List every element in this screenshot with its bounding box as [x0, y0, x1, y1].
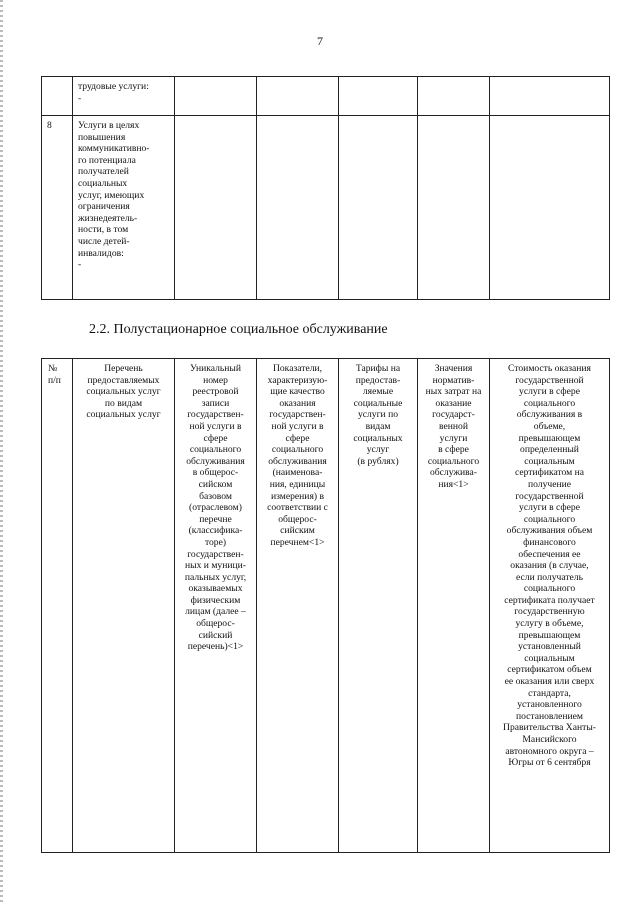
text-line: сийским [280, 525, 315, 537]
text-line: превышающем [518, 629, 581, 641]
text-line: по видам [104, 397, 143, 409]
text-line: ных затрат на [425, 386, 482, 398]
text-line: государствен- [187, 548, 244, 560]
text-line: социального [523, 583, 576, 595]
text-line: числе детей- [78, 235, 130, 247]
empty-cell [175, 77, 257, 116]
text-line: социальных услуг [86, 386, 161, 398]
text-line: сфере [285, 432, 310, 444]
header-normative-costs [418, 359, 490, 853]
text-line: торе) [204, 536, 227, 548]
empty-cell [339, 116, 418, 300]
text-line: трудовые услуги: [78, 81, 149, 92]
section-heading: 2.2. Полустационарное социальное обслуживание [89, 322, 388, 337]
text-line: перечень)<1> [187, 641, 244, 653]
text-line: (классифика- [188, 525, 243, 537]
text-line: установленного [517, 699, 582, 711]
text-line: видам [365, 420, 391, 432]
text-line: общерос- [278, 513, 317, 525]
text-line: норматив- [432, 374, 475, 386]
text-line: (в рублях) [357, 455, 399, 467]
text-line: получение [528, 478, 571, 490]
text-line: объеме, [533, 420, 566, 432]
text-line: постановлением [516, 710, 583, 722]
text-line: сфере [203, 432, 228, 444]
text-line: услугу в объеме, [515, 618, 584, 630]
text-line: социального [271, 444, 324, 456]
text-line: Показатели, [272, 363, 323, 374]
text-line: оказания (в случае, [510, 560, 589, 572]
text-line: социальных [78, 177, 128, 189]
service-name-lines [78, 120, 169, 271]
text-line: физическим [190, 594, 241, 606]
text-line: услуги в сфере [519, 386, 580, 398]
text-line: инвалидов: [78, 247, 124, 259]
empty-cell [418, 77, 490, 116]
semi-stationary-services-table [41, 358, 610, 853]
text-line: Югры от 6 сентября [508, 757, 591, 769]
text-line: - [78, 92, 82, 104]
table-header-row [42, 359, 610, 853]
text-line: базовом [199, 490, 232, 502]
text-line: социальным [524, 652, 575, 664]
scan-edge [0, 0, 3, 905]
service-name-cell [73, 116, 175, 300]
text-line: повышения [78, 131, 126, 143]
text-line: - [78, 259, 82, 271]
text-line: услуги по [357, 409, 399, 421]
text-line: социального [427, 455, 480, 467]
text-line: Стоимость оказания [508, 363, 591, 374]
text-line: получателей [78, 166, 129, 178]
text-line: государственную [514, 606, 585, 618]
text-line: характеризую- [267, 374, 328, 386]
text-line: государствен- [187, 409, 244, 421]
text-line: сийский [198, 629, 233, 641]
text-line: обслуживания [186, 455, 245, 467]
text-line: ляемые [362, 386, 394, 398]
text-line: Значения [434, 363, 473, 374]
text-line: социального [189, 444, 242, 456]
service-name-lines [78, 81, 169, 104]
text-line: финансового [523, 536, 576, 548]
text-line: государствен- [269, 409, 326, 421]
text-line: номер [203, 374, 228, 386]
text-line: обслуживания [268, 455, 327, 467]
text-line: № [48, 363, 58, 374]
empty-cell [490, 116, 610, 300]
service-name-cell [73, 77, 175, 116]
text-line: общерос- [196, 618, 235, 630]
table-row [42, 77, 610, 116]
text-line: социальных [353, 432, 403, 444]
text-line: го потенциала [78, 154, 136, 166]
text-line: предостав- [355, 374, 401, 386]
text-line: венной [439, 420, 468, 432]
services-table-continued [41, 76, 610, 300]
text-line: п/п [48, 374, 61, 386]
text-line: услуги [439, 432, 468, 444]
text-line: автономного округа – [505, 745, 594, 757]
row-number-cell [42, 77, 73, 116]
text-line: перечнем<1> [270, 536, 325, 548]
text-line: ной услуги в [271, 420, 324, 432]
text-line: сертификатом объем [507, 664, 592, 676]
text-line: оказываемых [188, 583, 243, 595]
text-line: сийском [198, 478, 233, 490]
header-registry-number [175, 359, 257, 853]
text-line: ной услуги в [189, 420, 242, 432]
text-line: (отраслевом) [189, 502, 242, 514]
empty-cell [175, 116, 257, 300]
header-tariffs [339, 359, 418, 853]
page-number: 7 [317, 34, 323, 48]
text-line: сертификата получает [504, 594, 595, 606]
text-line: (наименова- [272, 467, 323, 479]
empty-cell [257, 116, 339, 300]
header-number [42, 359, 73, 853]
text-line: записи [201, 397, 230, 409]
header-excess-cost [490, 359, 610, 853]
text-line: Тарифы на [355, 363, 401, 374]
text-line: оказание [435, 397, 472, 409]
text-line: в общерос- [192, 467, 239, 479]
text-line: перечне [199, 513, 232, 525]
text-line: жизнедеятель- [78, 212, 138, 224]
text-line: обслуживания в [516, 409, 583, 421]
text-line: реестровой [192, 386, 239, 398]
empty-cell [418, 116, 490, 300]
text-line: социальные [353, 397, 403, 409]
text-line: Перечень [104, 363, 143, 374]
text-line: в сфере [438, 444, 469, 456]
text-line: социального [523, 397, 576, 409]
table-row [42, 116, 610, 300]
text-line: оказания [279, 397, 316, 409]
text-line: установленный [518, 641, 581, 653]
text-line: ности, в том [78, 224, 129, 236]
header-quality-indicators [257, 359, 339, 853]
text-line: государственной [515, 490, 584, 502]
text-line: услуг, имеющих [78, 189, 145, 201]
text-line: государст- [432, 409, 475, 421]
text-line: коммуникативно- [78, 143, 150, 155]
text-line: социальным [524, 455, 575, 467]
text-line: превышающем [518, 432, 581, 444]
header-services-list [73, 359, 175, 853]
text-line: Уникальный [190, 363, 241, 374]
text-line: обслуживания объем [506, 525, 593, 537]
text-line: сертификатом на [514, 467, 585, 479]
text-line: обеспечения ее [518, 548, 581, 560]
empty-cell [257, 77, 339, 116]
text-line: щие качество [270, 386, 325, 398]
text-line: если получатель [516, 571, 583, 583]
row-number-cell: 8 [42, 116, 73, 300]
text-line: услуг [366, 444, 390, 456]
text-line: стандарта, [528, 687, 571, 699]
text-line: ее оказания или сверх [504, 676, 595, 688]
text-line: соответствии с [267, 502, 328, 514]
empty-cell [339, 77, 418, 116]
text-line: обслужива- [429, 467, 477, 479]
text-line: измерения) в [271, 490, 324, 502]
text-line: Услуги в целях [78, 120, 140, 131]
text-line: ограничения [78, 201, 130, 213]
text-line: предоставляемых [87, 374, 160, 386]
text-line: Мансийского [522, 734, 577, 745]
text-line: Правительства Ханты- [503, 722, 596, 734]
text-line: социальных услуг [86, 409, 161, 421]
text-line: государственной [515, 374, 584, 386]
text-line: лицам (далее – [185, 606, 246, 618]
text-line: ния<1> [438, 478, 469, 490]
text-line: определенный [520, 444, 579, 456]
text-line: социального [523, 513, 576, 525]
text-line: пальных услуг, [184, 571, 247, 583]
empty-cell [490, 77, 610, 116]
text-line: услуги в сфере [519, 502, 580, 514]
text-line: ных и муници- [185, 560, 246, 572]
text-line: ния, единицы [269, 478, 326, 490]
